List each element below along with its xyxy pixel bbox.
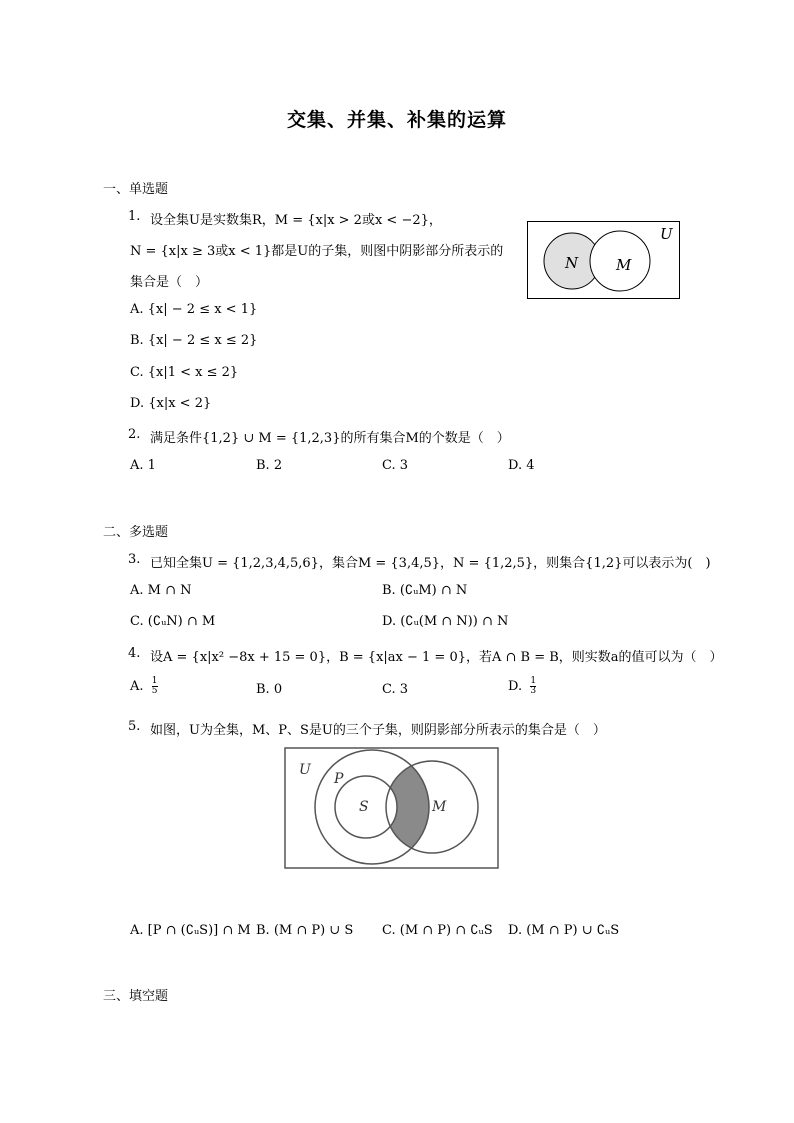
q1-option-a: A. {x| − 2 ≤ x < 1} <box>130 302 258 317</box>
q4-option-a <box>130 677 158 696</box>
q3-number: 3. <box>128 552 141 567</box>
q5-venn-label-u: U <box>299 762 311 778</box>
q3-text: 已知全集U = {1,2,3,4,5,6}，集合M = {3,4,5}，N = {1,2,5}，则集合{1,2}可以表示为( ) <box>150 556 711 571</box>
q4-option-a-label: A. <box>130 679 144 694</box>
q1-venn-label-m: M <box>616 256 632 274</box>
q4-option-a-fraction <box>152 677 158 696</box>
section-heading-single-choice: 一、单选题 <box>103 182 169 197</box>
q5-text: 如图，U为全集，M、P、S是U的三个子集，则阴影部分所表示的集合是（ ） <box>150 723 606 738</box>
q2-text: 满足条件{1,2} ∪ M = {1,2,3}的所有集合M的个数是（ ） <box>150 431 510 446</box>
q5-venn-shaded-region <box>335 761 478 853</box>
q2-option-a: A. 1 <box>130 458 156 473</box>
q1-venn-label-n: N <box>565 254 579 272</box>
q1-venn-label-u: U <box>660 225 673 243</box>
q4-number: 4. <box>128 646 141 661</box>
q5-option-b: B. (M ∩ P) ∪ S <box>256 923 354 938</box>
q4-option-c: C. 3 <box>382 682 409 697</box>
q3-option-d: D. (∁ᵤ(M ∩ N)) ∩ N <box>382 614 509 629</box>
q5-venn-label-m: M <box>432 799 447 815</box>
q1-line2: N = {x|x ≥ 3或x < 1}都是U的子集，则图中阴影部分所表示的 <box>130 244 504 259</box>
q4-option-d-denominator: 3 <box>530 686 537 696</box>
q5-option-c: C. (M ∩ P) ∩ ∁ᵤS <box>382 923 493 938</box>
q1-venn-diagram <box>527 221 680 299</box>
q4-option-d-fraction <box>530 677 536 696</box>
q3-option-b: B. (∁ᵤM) ∩ N <box>382 583 468 598</box>
q4-option-d-label: D. <box>508 679 523 694</box>
section-heading-multi-choice: 二、多选题 <box>103 525 169 540</box>
q4-option-a-denominator: 5 <box>151 686 158 696</box>
q3-option-c: C. (∁ᵤN) ∩ M <box>130 614 216 629</box>
q1-option-b: B. {x| − 2 ≤ x ≤ 2} <box>130 333 258 348</box>
q5-option-a: A. [P ∩ (∁ᵤS)] ∩ M <box>130 923 251 938</box>
q1-option-d: D. {x|x < 2} <box>130 396 212 411</box>
q5-option-d: D. (M ∩ P) ∪ ∁ᵤS <box>508 923 620 938</box>
q4-option-a-numerator: 1 <box>151 676 158 686</box>
q2-number: 2. <box>128 427 141 442</box>
q4-option-d <box>508 677 536 696</box>
q5-number: 5. <box>128 719 141 734</box>
q3-option-a: A. M ∩ N <box>130 583 192 598</box>
q1-number: 1. <box>128 209 141 224</box>
q4-option-b: B. 0 <box>256 682 283 697</box>
q4-text: 设A = {x|x² −8x + 15 = 0}，B = {x|ax − 1 = 0}，若A ∩ B = B，则实数a的值可以为（ ） <box>150 650 723 665</box>
q2-option-c: C. 3 <box>382 458 409 473</box>
page-title: 交集、并集、补集的运算 <box>286 109 507 131</box>
q1-line1: 设全集U是实数集R，M = {x|x > 2或x < −2}， <box>150 213 442 228</box>
q5-venn-label-p: P <box>334 771 344 787</box>
q4-option-d-numerator: 1 <box>530 676 537 686</box>
section-heading-fill-in: 三、填空题 <box>103 989 169 1004</box>
q5-venn-diagram <box>284 747 499 869</box>
q1-option-c: C. {x|1 < x ≤ 2} <box>130 365 239 380</box>
q1-line3: 集合是（ ） <box>130 275 209 290</box>
q5-venn-label-s: S <box>359 799 369 815</box>
q2-option-d: D. 4 <box>508 458 535 473</box>
q2-option-b: B. 2 <box>256 458 283 473</box>
